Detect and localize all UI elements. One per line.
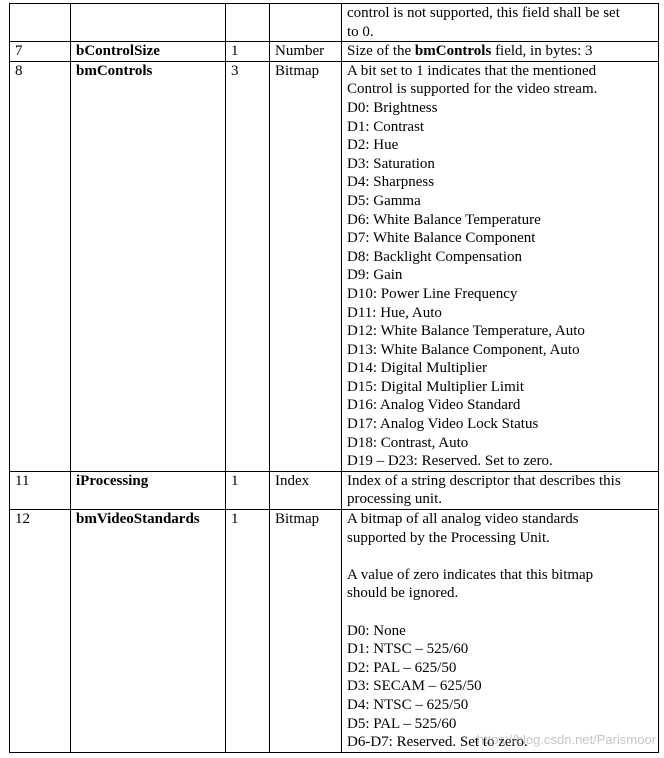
control-bit-d13: D13: White Balance Component, Auto — [347, 341, 580, 358]
field-cell — [71, 4, 226, 42]
descriptor-table — [9, 3, 659, 753]
standard-bit-d4: D4: NTSC – 625/50 — [347, 696, 469, 713]
control-bit-d17: D17: Analog Video Lock Status — [347, 416, 539, 433]
description-cell — [342, 42, 659, 62]
value-cell: Bitmap — [270, 61, 342, 471]
control-bit-d5: D5: Gamma — [347, 192, 421, 209]
description-text: Size of the — [347, 43, 415, 60]
description-text: field, in bytes: 3 — [491, 43, 593, 60]
field-cell: bmVideoStandards — [71, 510, 226, 753]
offset-cell — [10, 4, 71, 42]
standard-bit-d1: D1: NTSC – 525/60 — [347, 641, 469, 658]
description-line: processing unit. — [347, 491, 442, 508]
control-bit-d16: D16: Analog Video Standard — [347, 397, 521, 414]
control-bit-d6: D6: White Balance Temperature — [347, 211, 541, 228]
control-bit-d18: D18: Contrast, Auto — [347, 434, 469, 451]
description-line: Control is supported for the video stream. — [347, 81, 598, 98]
size-cell: 1 — [226, 42, 270, 62]
offset-cell: 11 — [10, 471, 71, 509]
size-cell: 3 — [226, 61, 270, 471]
standard-bit-reserved: D6-D7: Reserved. Set to zero. — [347, 734, 528, 751]
control-bit-d12: D12: White Balance Temperature, Auto — [347, 323, 585, 340]
description-line: A bitmap of all analog video standards — [347, 511, 579, 528]
control-bit-d9: D9: Gain — [347, 267, 403, 284]
description-line: should be ignored. — [347, 585, 459, 602]
value-cell — [270, 4, 342, 42]
description-line: to 0. — [347, 23, 374, 40]
description-line: A value of zero indicates that this bitmap — [347, 566, 594, 583]
watermark-text: https://blog.csdn.net/Parismoor — [476, 732, 656, 747]
value-cell: Number — [270, 42, 342, 62]
description-cell — [342, 61, 659, 471]
size-cell: 1 — [226, 471, 270, 509]
control-bit-d4: D4: Sharpness — [347, 174, 435, 191]
control-bit-reserved: D19 – D23: Reserved. Set to zero. — [347, 453, 553, 470]
size-cell — [226, 4, 270, 42]
offset-cell: 8 — [10, 61, 71, 471]
field-cell: bmControls — [71, 61, 226, 471]
standard-bit-d3: D3: SECAM – 625/50 — [347, 678, 482, 695]
field-cell: bControlSize — [71, 42, 226, 62]
description-line: Index of a string descriptor that describes this — [347, 472, 621, 489]
offset-cell: 12 — [10, 510, 71, 753]
standard-bit-d0: D0: None — [347, 622, 406, 639]
description-line: A bit set to 1 indicates that the mentioned — [347, 62, 597, 79]
description-bold-field: bmControls — [414, 43, 492, 60]
table-row-bmvideostandards — [10, 510, 659, 753]
control-bit-d10: D10: Power Line Frequency — [347, 285, 518, 302]
description-cell — [342, 510, 659, 753]
control-bit-d0: D0: Brightness — [347, 99, 438, 116]
standard-bit-d2: D2: PAL – 625/50 — [347, 659, 457, 676]
blank-line — [347, 603, 653, 622]
control-bit-d11: D11: Hue, Auto — [347, 304, 442, 321]
control-bit-d15: D15: Digital Multiplier Limit — [347, 378, 525, 395]
value-cell: Bitmap — [270, 510, 342, 753]
table-row-bcontrolsize — [10, 42, 659, 62]
table-row-continuation — [10, 4, 659, 42]
description-cell — [342, 4, 659, 42]
table-row-bmcontrols — [10, 61, 659, 471]
description-line: control is not supported, this field shall be set — [347, 5, 620, 21]
field-cell: iProcessing — [71, 471, 226, 509]
control-bit-d2: D2: Hue — [347, 137, 399, 154]
control-bit-d3: D3: Saturation — [347, 155, 435, 172]
control-bit-d14: D14: Digital Multiplier — [347, 360, 487, 377]
size-cell: 1 — [226, 510, 270, 753]
description-cell — [342, 471, 659, 509]
control-bit-d1: D1: Contrast — [347, 118, 425, 135]
description-line: supported by the Processing Unit. — [347, 529, 550, 546]
control-bit-d8: D8: Backlight Compensation — [347, 248, 522, 265]
standard-bit-d5: D5: PAL – 525/60 — [347, 715, 457, 732]
control-bit-d7: D7: White Balance Component — [347, 230, 536, 247]
offset-cell: 7 — [10, 42, 71, 62]
blank-line — [347, 547, 653, 566]
value-cell: Index — [270, 471, 342, 509]
table-row-iprocessing — [10, 471, 659, 509]
